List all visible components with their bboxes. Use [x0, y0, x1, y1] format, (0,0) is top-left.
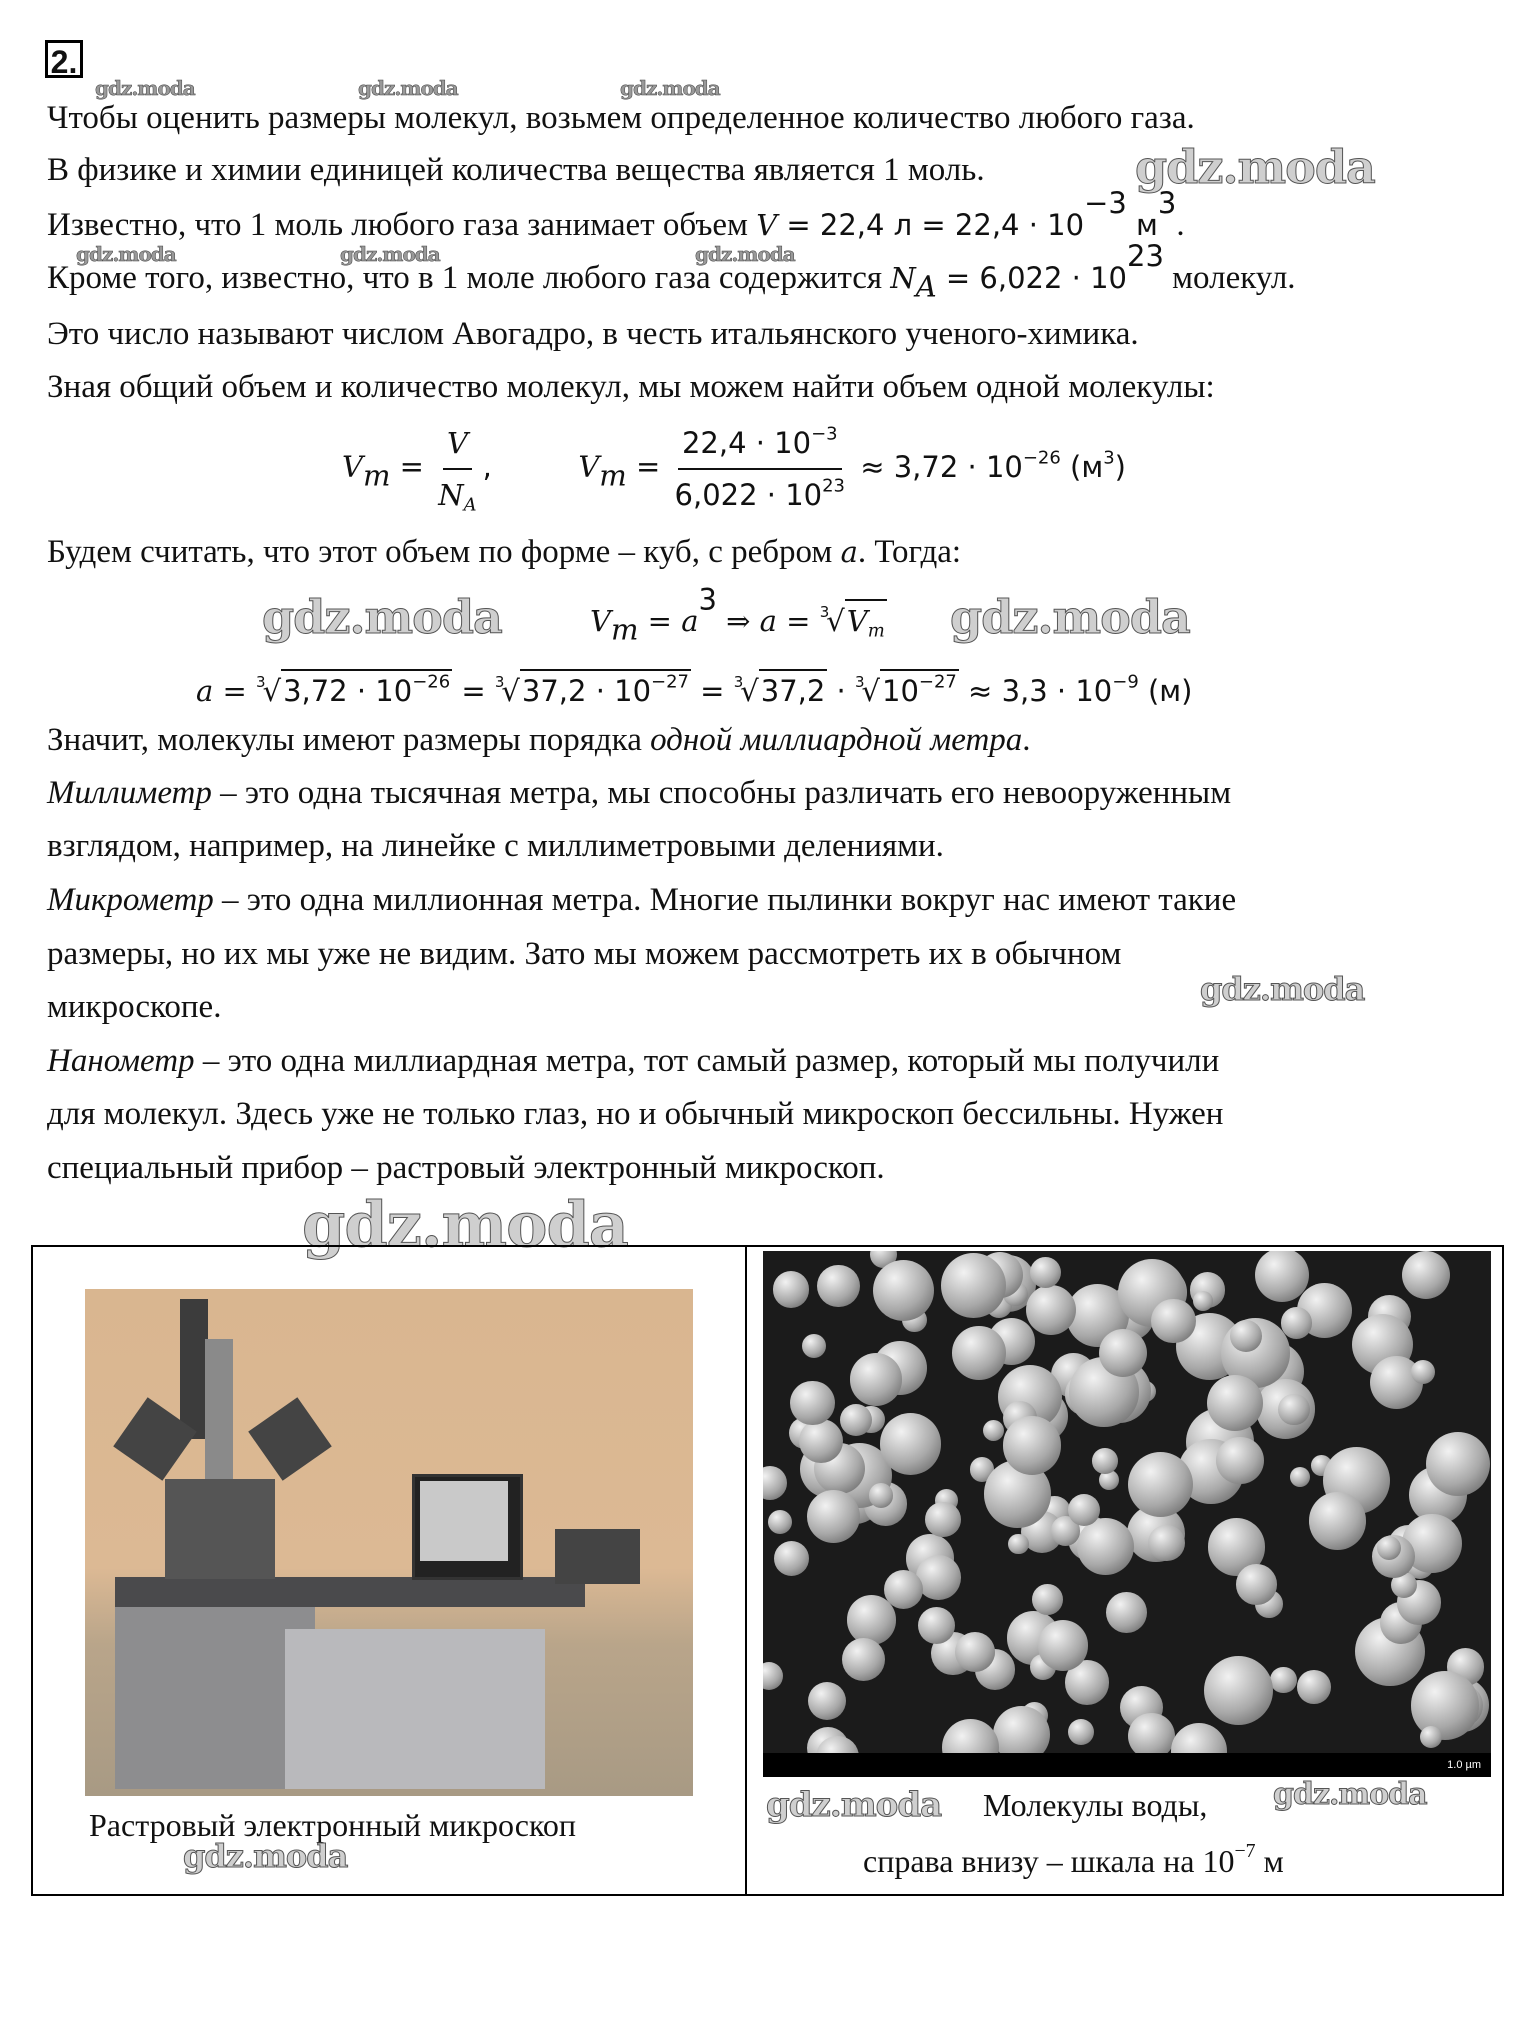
- scale-bar: 1.0 µm: [1447, 1759, 1481, 1771]
- watermark: gdz.moda: [183, 1837, 348, 1875]
- formula-volume: $V_m$ = $\frac{V}{N_A}$ , $V_m$ = $\frac{22,4 \cdot 10^{-3}}{6,022 \cdot 10^{23}}$ ≈ $3,72 \cdot 10^{-26}$ $(м^3)$: [342, 420, 1126, 518]
- math: м: [1126, 207, 1158, 242]
- sem-particle: [952, 1326, 1006, 1380]
- sem-particle: [1377, 1536, 1401, 1560]
- sem-particle: [1270, 1667, 1296, 1693]
- sem-particle: [840, 1404, 872, 1436]
- sem-particle: [1193, 1291, 1213, 1311]
- formula-cube: $V_m = a^3$ ⇒ $a = ^3√V_m$: [590, 582, 885, 647]
- sem-particle: [817, 1265, 860, 1308]
- sem-particle: [799, 1419, 843, 1463]
- math: = 6,022 · 10: [936, 260, 1127, 295]
- sem-particle: [1032, 1584, 1063, 1615]
- sem-particle: [763, 1662, 783, 1690]
- right-caption-line1: Молекулы воды,: [983, 1787, 1208, 1823]
- paragraph: Значит, молекулы имеют размеры порядка одной миллиардной метра.: [47, 722, 1031, 758]
- sem-particle: [916, 1555, 961, 1600]
- math-var: N: [890, 260, 916, 295]
- sem-particle: [842, 1638, 885, 1681]
- watermark: gdz.moda: [695, 242, 795, 266]
- sem-particle: [1068, 1494, 1100, 1526]
- sem-particle: [802, 1334, 826, 1358]
- math: = 22,4 л = 22,4 · 10: [777, 207, 1085, 242]
- sem-particle: [1309, 1492, 1367, 1550]
- math: ,: [482, 449, 492, 484]
- sem-particle: [850, 1353, 903, 1406]
- paragraph: Будем считать, что этот объем по форме – куб, с ребром a. Тогда:: [47, 534, 962, 570]
- sem-particle: [941, 1253, 1006, 1318]
- microscope-photo: [85, 1289, 693, 1796]
- sem-particle: [1236, 1564, 1277, 1605]
- math-var: V: [342, 449, 363, 484]
- math-exp: −3: [1084, 186, 1127, 220]
- sem-particle: [1077, 1518, 1134, 1575]
- paragraph: микроскопе.: [47, 989, 222, 1025]
- paragraph: Зная общий объем и количество молекул, мы можем найти объем одной молекулы:: [47, 369, 1215, 405]
- sem-particle: [983, 1420, 1004, 1441]
- sem-particle: [768, 1510, 792, 1534]
- sem-particle: [1426, 1432, 1490, 1496]
- sem-particle: [884, 1570, 923, 1609]
- paragraph: специальный прибор – растровый электронный микроскоп.: [47, 1150, 885, 1186]
- watermark: gdz.moda: [340, 242, 440, 266]
- sem-particle: [925, 1502, 960, 1537]
- formula-edge: $a = ^3√3,72 \cdot 10^{-26} = ^3√37,2 \cdot 10^{-27} = ^3√37,2 \cdot ^3√10^{-27} \approx 3,3 \cdot 10^{-9}$ (м): [196, 662, 1193, 711]
- sem-particle: [808, 1682, 846, 1720]
- watermark: gdz.moda: [76, 242, 176, 266]
- watermark: gdz.moda: [302, 1188, 628, 1261]
- sem-particle: [869, 1483, 893, 1507]
- numerator: $22,4 \cdot 10^{-3}$: [678, 420, 842, 470]
- math-var: V: [756, 207, 778, 242]
- paragraph: размеры, но их мы уже не видим. Зато мы можем рассмотреть их в обычном: [47, 936, 1122, 972]
- sem-particle: [880, 1413, 942, 1475]
- sem-particle: [1068, 1719, 1094, 1745]
- sem-particle: [1290, 1467, 1310, 1487]
- sem-particle: [1411, 1360, 1435, 1384]
- watermark: gdz.moda: [95, 76, 195, 100]
- paragraph: Миллиметр – это одна тысячная метра, мы способны различать его невооруженным: [47, 775, 1232, 811]
- sem-particle: [1008, 1534, 1028, 1554]
- sem-particle: [1148, 1525, 1185, 1562]
- sem-particle: [1402, 1251, 1451, 1299]
- watermark: gdz.moda: [620, 76, 720, 100]
- math-sub: A: [915, 269, 937, 304]
- math-exp: 3: [1157, 186, 1177, 220]
- sem-particle: [1230, 1320, 1262, 1352]
- sem-particle: [1003, 1416, 1062, 1475]
- math-sub: m: [362, 458, 391, 493]
- paragraph: [47, 186, 1185, 245]
- paragraph: В физике и химии единицей количества вещества является 1 моль.: [47, 152, 985, 188]
- sem-image-water-molecules: [763, 1251, 1491, 1777]
- sem-particle: [1038, 1620, 1088, 1670]
- left-caption: Растровый электронный микроскоп: [89, 1807, 576, 1843]
- denominator: $6,022 \cdot 10^{23}$: [674, 475, 845, 512]
- paragraph: для молекул. Здесь уже не только глаз, но и обычный микроскоп бессильны. Нужен: [47, 1096, 1224, 1132]
- sem-particle: [1420, 1726, 1443, 1749]
- sem-particle: [790, 1381, 835, 1426]
- paragraph: Микрометр – это одна миллионная метра. Многие пылинки вокруг нас имеют такие: [47, 882, 1237, 918]
- sem-particle: [1297, 1670, 1331, 1704]
- figure-table: [31, 1245, 1504, 1896]
- sem-particle: [1030, 1257, 1061, 1288]
- sem-particle: [918, 1607, 955, 1644]
- sem-particle: [807, 1490, 860, 1543]
- sem-particle: [1106, 1592, 1147, 1633]
- paragraph: Нанометр – это одна миллиардная метра, тот самый размер, который мы получили: [47, 1043, 1220, 1079]
- sem-particle: [1207, 1375, 1263, 1431]
- sem-particle: [1099, 1329, 1147, 1377]
- text: молекул.: [1163, 259, 1296, 296]
- watermark: gdz.moda: [262, 590, 502, 644]
- divider: [745, 1247, 747, 1894]
- sem-particle: [1278, 1394, 1310, 1426]
- watermark: gdz.moda: [1273, 1777, 1427, 1812]
- fraction: [438, 420, 476, 518]
- sem-particle: [1128, 1452, 1193, 1517]
- right-caption-line2: справа внизу – шкала на $10^{-7}$ м: [863, 1840, 1284, 1879]
- sem-particle: [1281, 1307, 1313, 1339]
- watermark: gdz.moda: [1200, 970, 1365, 1008]
- sem-particle: [1151, 1299, 1196, 1344]
- sem-particle: [763, 1466, 787, 1500]
- paragraph: взглядом, например, на линейке с миллиметровыми делениями.: [47, 828, 944, 864]
- math-sub: m: [599, 458, 627, 493]
- text: Кроме того, известно, что в 1 моле любого газа содержится: [47, 259, 883, 296]
- numerator: V: [443, 420, 472, 470]
- sem-particle: [1216, 1437, 1264, 1485]
- watermark: gdz.moda: [1135, 140, 1375, 194]
- math: ≈ $3,72 \cdot 10^{-26}$ $(м^3)$: [851, 447, 1126, 484]
- text: .: [1176, 206, 1185, 243]
- watermark: gdz.moda: [358, 76, 458, 100]
- sem-particle: [774, 1541, 809, 1576]
- watermark: gdz.moda: [950, 590, 1190, 644]
- sem-particle: [1092, 1448, 1117, 1473]
- paragraph: Это число называют числом Авогадро, в честь итальянского ученого-химика.: [47, 316, 1139, 352]
- sem-particle: [1026, 1285, 1077, 1336]
- fraction: [675, 420, 845, 518]
- math-var: V: [578, 449, 600, 484]
- sem-particle: [873, 1260, 935, 1322]
- math-exp: 23: [1127, 239, 1164, 273]
- text: Известно, что 1 моль любого газа занимает объем: [47, 206, 748, 243]
- sem-particle: [773, 1271, 810, 1308]
- paragraph: Чтобы оценить размеры молекул, возьмем определенное количество любого газа.: [47, 100, 1195, 136]
- task-number: 2.: [45, 40, 83, 78]
- denominator: $N_A$: [438, 478, 477, 516]
- watermark: gdz.moda: [766, 1785, 942, 1825]
- sem-particle: [1204, 1656, 1273, 1725]
